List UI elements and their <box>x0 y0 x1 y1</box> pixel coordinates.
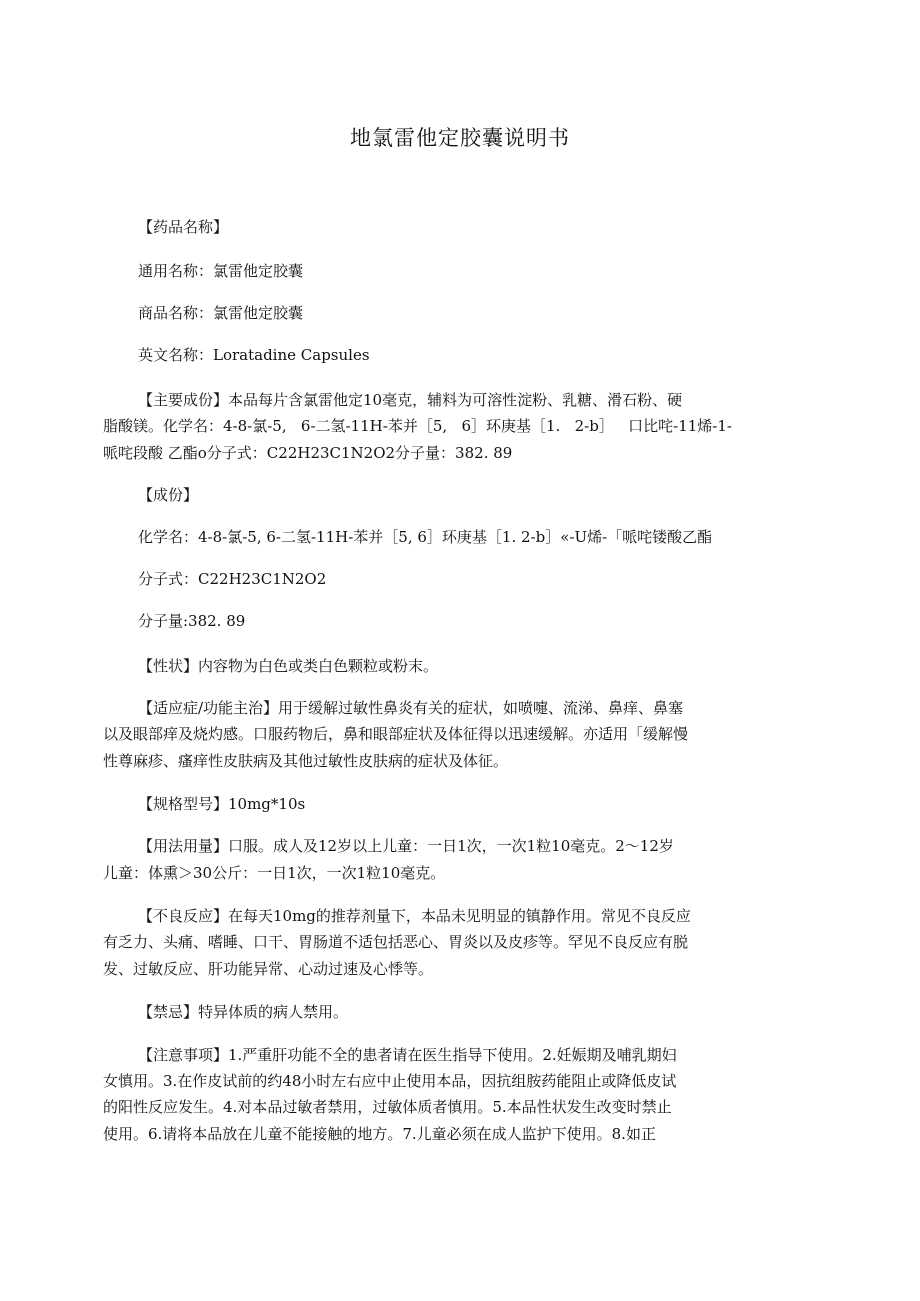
precautions-line-2: 女慎用。3.在作皮试前的约48小时左右应中止使用本品，因抗组胺药能阻止或降低皮试 <box>103 1072 677 1090</box>
molecular-weight-line: 分子量:382. 89 <box>138 612 246 630</box>
precautions-line-1: 【注意事项】1.严重肝功能不全的患者请在医生指导下使用。2.妊娠期及哺乳期妇 <box>138 1046 677 1064</box>
chemical-name-line: 化学名：4-8-氯-5, 6-二氢-11H-苯并［5, 6］环庚基［1. 2-b］«-U烯-「哌咤镂酸乙酯 <box>138 528 713 546</box>
contraindications-line: 【禁忌】特异体质的病人禁用。 <box>138 1003 349 1021</box>
indications-line-1: 【适应症/功能主治】用于缓解过敏性鼻炎有关的症状，如喷嚏、流涕、鼻痒、鼻塞 <box>138 699 684 717</box>
adverse-reactions-line-2: 有乏力、头痛、嗜睡、口干、胃肠道不适包括恶心、胃炎以及皮疹等。罕见不良反应有脱 <box>103 933 689 951</box>
main-ingredients-line-3: 哌咤段酸 乙酯o分子式：C22H23C1N2O2分子量：382. 89 <box>103 444 513 462</box>
dosage-line-1: 【用法用量】口服。成人及12岁以上儿童：一日1次，一次1粒10毫克。2〜12岁 <box>138 837 674 855</box>
indications-line-3: 性尊麻疹、瘙痒性皮肤病及其他过敏性皮肤病的症状及体征。 <box>103 752 509 770</box>
precautions-line-3: 的阳性反应发生。4.对本品过敏者禁用，过敏体质者慎用。5.本品性状发生改变时禁止 <box>103 1098 672 1116</box>
specification-line: 【规格型号】10mg*10s <box>138 795 306 813</box>
description-line: 【性状】内容物为白色或类白色颗粒或粉末。 <box>138 657 439 675</box>
heading-drug-name: 【药品名称】 <box>138 218 229 236</box>
dosage-line-2: 儿童：体熏＞30公斤：一日1次，一次1粒10毫克。 <box>103 864 446 882</box>
main-ingredients-line-1: 【主要成份】本品每片含氯雷他定10毫克，辅料为可溶性淀粉、乳糖、滑石粉、硬 <box>138 391 683 409</box>
molecular-formula-line: 分子式：C22H23C1N2O2 <box>138 570 327 588</box>
heading-composition: 【成份】 <box>138 486 199 504</box>
adverse-reactions-line-3: 发、过敏反应、肝功能异常、心动过速及心悸等。 <box>103 960 434 978</box>
main-ingredients-line-2: 脂酸镁。化学名：4-8-氯-5, 6-二氢-11H-苯并［5, 6］环庚基［1. 2-b］ 口比咤-11烯-1- <box>103 417 732 435</box>
generic-name-line: 通用名称：氯雷他定胶囊 <box>138 262 304 280</box>
english-name-line: 英文名称：Loratadine Capsules <box>138 346 370 364</box>
document-title: 地氯雷他定胶囊说明书 <box>350 126 570 150</box>
precautions-line-4: 使用。6.请将本品放在儿童不能接触的地方。7.儿童必须在成人监护下使用。8.如正 <box>103 1125 656 1143</box>
trade-name-line: 商品名称：氯雷他定胶囊 <box>138 304 304 322</box>
indications-line-2: 以及眼部痒及烧灼感。口服药物后，鼻和眼部症状及体征得以迅速缓解。亦适用「缓解慢 <box>103 725 689 743</box>
adverse-reactions-line-1: 【不良反应】在每天10mg的推荐剂量下，本品未见明显的镇静作用。常见不良反应 <box>138 907 691 925</box>
